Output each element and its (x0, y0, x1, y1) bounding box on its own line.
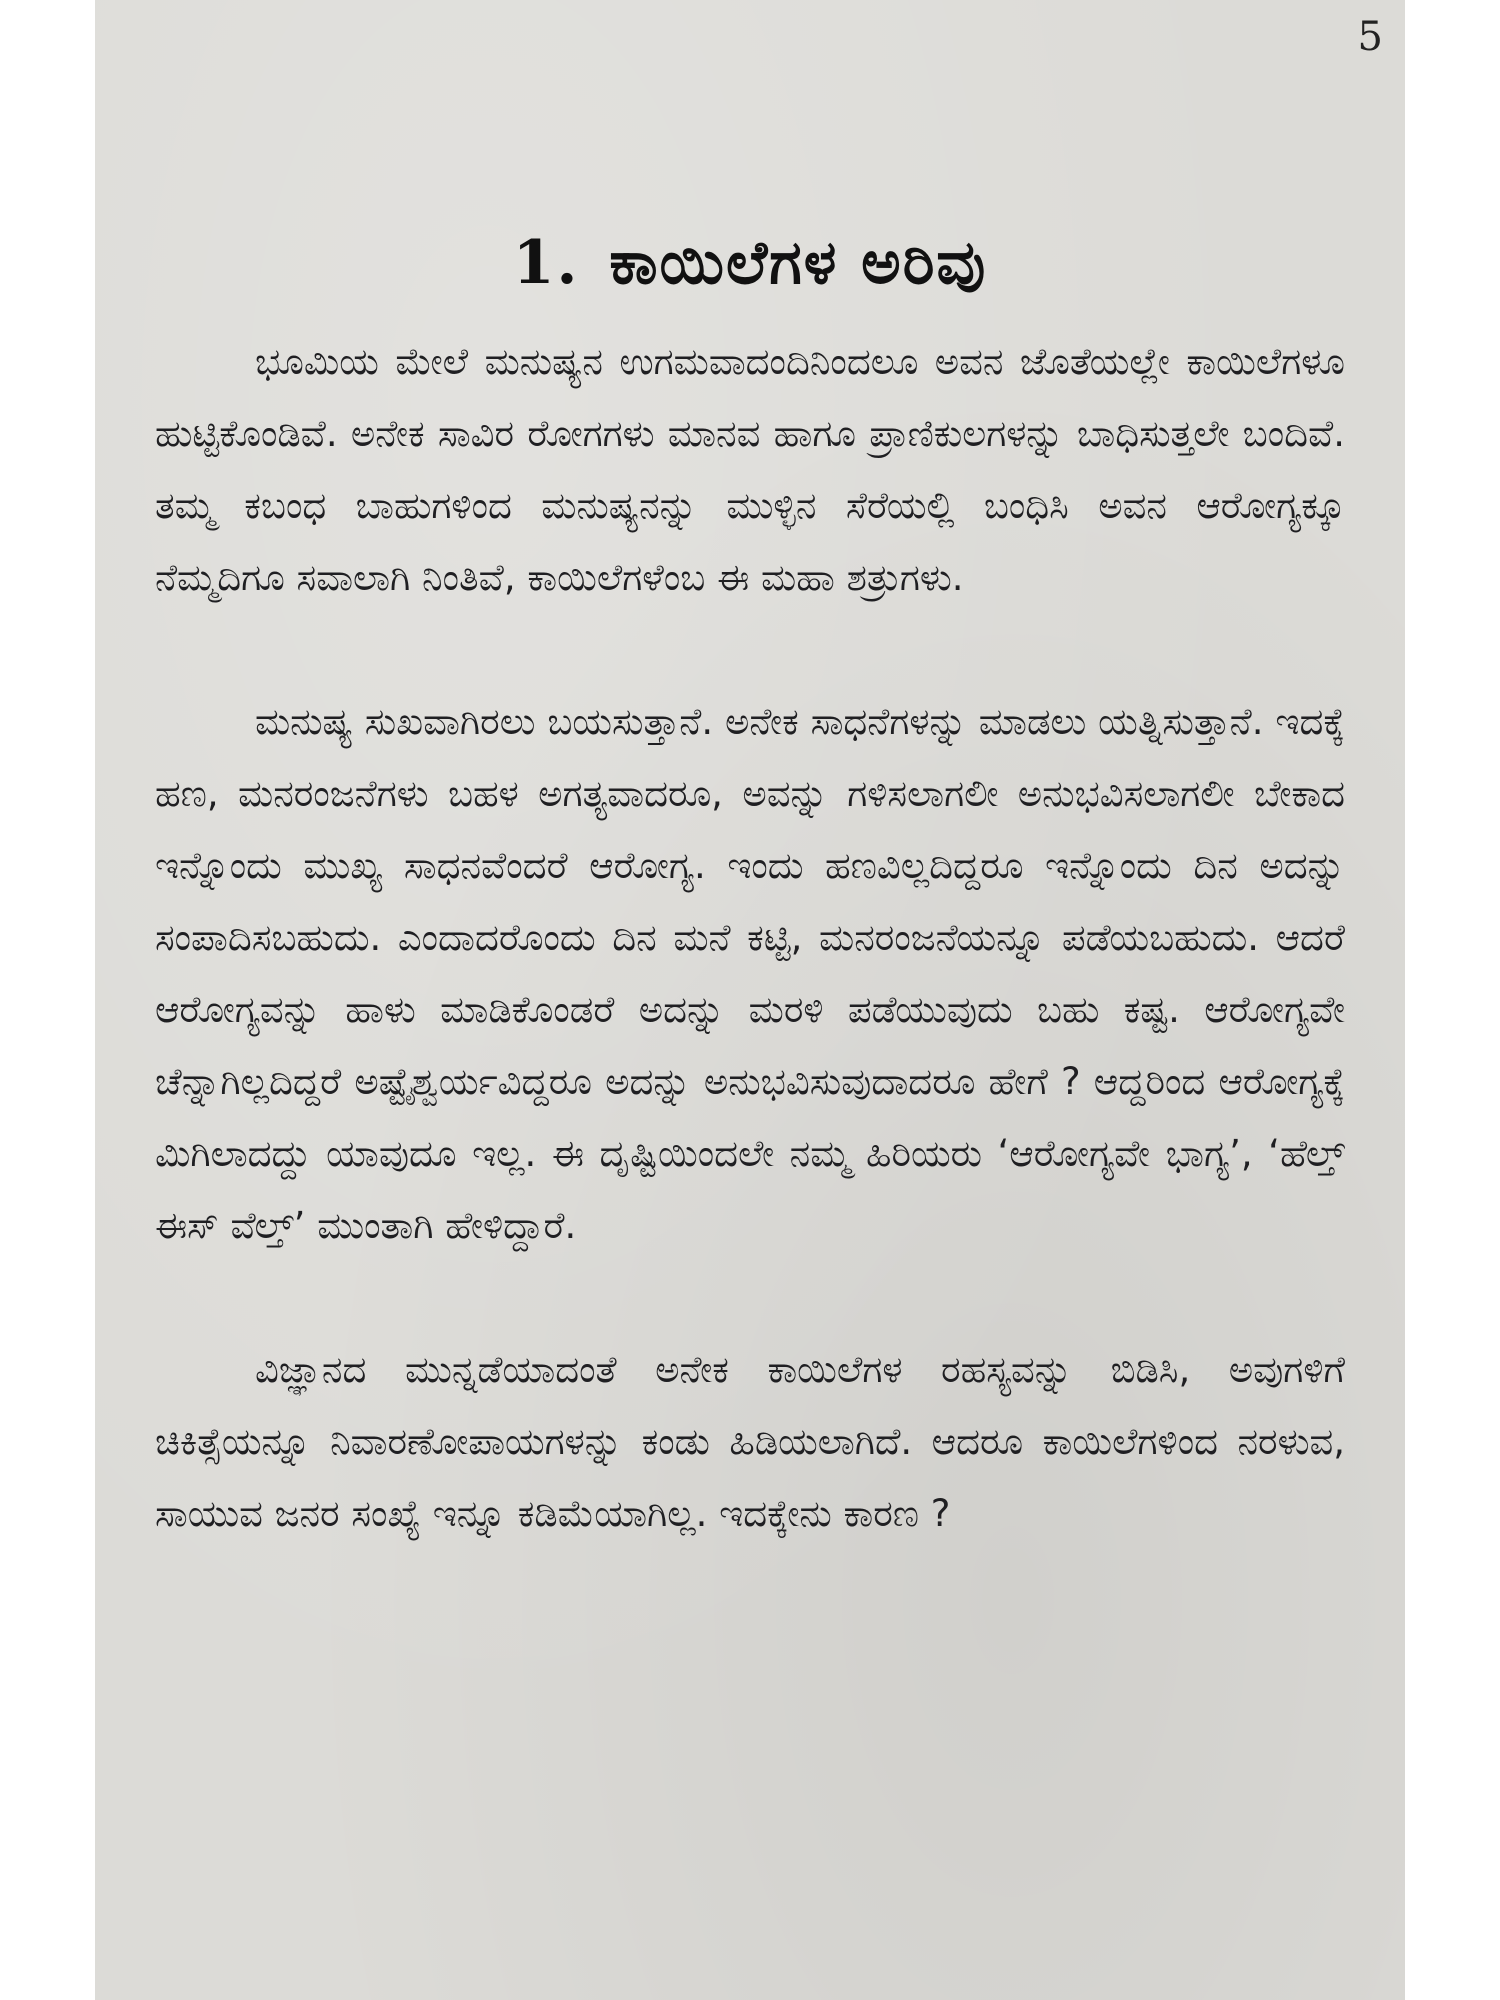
page-number: 5 (1357, 14, 1383, 60)
chapter-title: ಕಾಯಿಲೆಗಳ ಅರಿವು (609, 228, 988, 298)
paragraph-1: ಭೂಮಿಯ ಮೇಲೆ ಮನುಷ್ಯನ ಉಗಮವಾದಂದಿನಿಂದಲೂ ಅವನ ಜೊತೆಯಲ್ಲೇ ಕಾಯಿಲೆಗಳೂ ಹುಟ್ಟಿಕೊಂಡಿವೆ. ಅನೇಕ ಸಾವಿರ ರೋಗಗಳು ಮಾನವ ಹಾಗೂ ಪ್ರಾಣಿಕುಲಗಳನ್ನು ಬಾಧಿಸುತ್ತಲೇ ಬಂದಿವೆ. ತಮ್ಮ ಕಬಂಧ ಬಾಹುಗಳಿಂದ ಮನುಷ್ಯನನ್ನು ಮುಳ್ಳಿನ ಸೆರೆಯಲ್ಲಿ ಬಂಧಿಸಿ ಅವನ ಆರೋಗ್ಯಕ್ಕೂ ನೆಮ್ಮದಿಗೂ ಸವಾಲಾಗಿ ನಿಂತಿವೆ, ಕಾಯಿಲೆಗಳೆಂಬ ಈ ಮಹಾ ಶತ್ರುಗಳು. (155, 340, 1345, 599)
chapter-number: 1. (512, 228, 580, 298)
body-text (155, 326, 1345, 1550)
paragraph-2: ಮನುಷ್ಯ ಸುಖವಾಗಿರಲು ಬಯಸುತ್ತಾನೆ. ಅನೇಕ ಸಾಧನೆಗಳನ್ನು ಮಾಡಲು ಯತ್ನಿಸುತ್ತಾನೆ. ಇದಕ್ಕೆ ಹಣ, ಮನರಂಜನೆಗಳು ಬಹಳ ಅಗತ್ಯವಾದರೂ, ಅವನ್ನು ಗಳಿಸಲಾಗಲೀ ಅನುಭವಿಸಲಾಗಲೀ ಬೇಕಾದ ಇನ್ನೊಂದು ಮುಖ್ಯ ಸಾಧನವೆಂದರೆ ಆರೋಗ್ಯ. ಇಂದು ಹಣವಿಲ್ಲದಿದ್ದರೂ ಇನ್ನೊಂದು ದಿನ ಅದನ್ನು ಸಂಪಾದಿಸಬಹುದು. ಎಂದಾದರೊಂದು ದಿನ ಮನೆ ಕಟ್ಟಿ, ಮನರಂಜನೆಯನ್ನೂ ಪಡೆಯಬಹುದು. ಆದರೆ ಆರೋಗ್ಯವನ್ನು ಹಾಳು ಮಾಡಿಕೊಂಡರೆ ಅದನ್ನು ಮರಳಿ ಪಡೆಯುವುದು ಬಹು ಕಷ್ಟ. ಆರೋಗ್ಯವೇ ಚೆನ್ನಾಗಿಲ್ಲದಿದ್ದರೆ ಅಷ್ಟೈಶ್ವರ್ಯವಿದ್ದರೂ ಅದನ್ನು ಅನುಭವಿಸುವುದಾದರೂ ಹೇಗೆ ? ಆದ್ದರಿಂದ ಆರೋಗ್ಯಕ್ಕೆ ಮಿಗಿಲಾದದ್ದು ಯಾವುದೂ ಇಲ್ಲ. ಈ ದೃಷ್ಟಿಯಿಂದಲೇ ನಮ್ಮ ಹಿರಿಯರು ‘ಆರೋಗ್ಯವೇ ಭಾಗ್ಯ’, ‘ಹೆಲ್ತ್ ಈಸ್ ವೆಲ್ತ್’ ಮುಂತಾಗಿ ಹೇಳಿದ್ದಾರೆ. (155, 700, 1345, 1247)
paragraph-3: ವಿಜ್ಞಾನದ ಮುನ್ನಡೆಯಾದಂತೆ ಅನೇಕ ಕಾಯಿಲೆಗಳ ರಹಸ್ಯವನ್ನು ಬಿಡಿಸಿ, ಅವುಗಳಿಗೆ ಚಿಕಿತ್ಸೆಯನ್ನೂ ನಿವಾರಣೋಪಾಯಗಳನ್ನು ಕಂಡು ಹಿಡಿಯಲಾಗಿದೆ. ಆದರೂ ಕಾಯಿಲೆಗಳಿಂದ ನರಳುವ, ಸಾಯುವ ಜನರ ಸಂಖ್ಯೆ ಇನ್ನೂ ಕಡಿಮೆಯಾಗಿಲ್ಲ. ಇದಕ್ಕೇನು ಕಾರಣ ? (155, 1348, 1345, 1535)
chapter-heading (95, 228, 1405, 298)
book-page (95, 0, 1405, 2000)
